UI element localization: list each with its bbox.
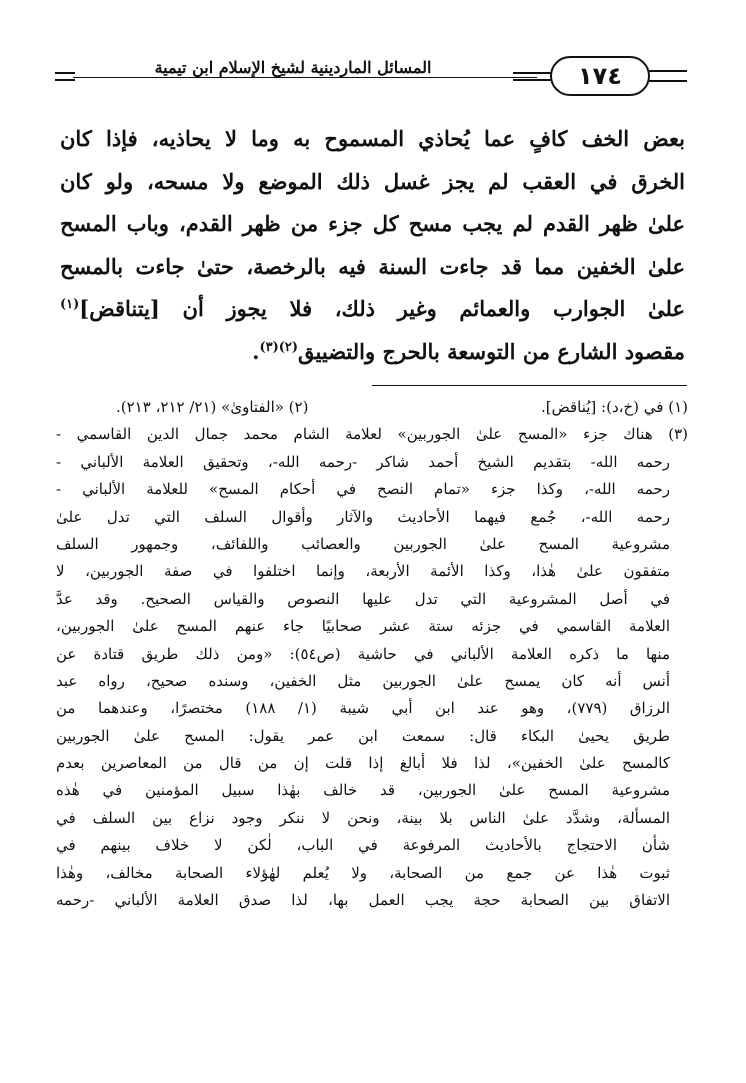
text-line: علىٰ ظهر القدم لم يجب مسح كل جزء من ظهر القدم، وباب المسح [60, 211, 685, 236]
main-text [60, 118, 685, 373]
footnote-3-line: أنس أنه كان يمسح علىٰ الجوربين مثل الخفين، وسنده صحيح، رواه عبد [56, 671, 670, 690]
footnote-ref-2-3: (٢)(٣) [259, 339, 299, 355]
footnote-row [56, 394, 688, 421]
footnote-3-line: الرزاق (٧٧٩)، وهو عند ابن أبي شيبة (١/ ١٨٨) مختصرًا، وعندهما من [56, 699, 670, 718]
text-line: علىٰ الخفين مما قد جاءت السنة فيه بالرخصة، حتىٰ جاءت بالمسح [60, 253, 685, 279]
page-number-badge [550, 56, 650, 96]
text-line-end: . [252, 338, 260, 364]
footnote-3-line: الاتفاق بين الصحابة حجة يجب العمل بها، لذا صدق العلامة الألباني -رحمه [56, 891, 670, 910]
footnote-3-line: رحمه الله-، وكذا جزء «تمام النصح في أحكام المسح» للعلامة الألباني - [56, 480, 670, 499]
footnotes [56, 394, 688, 914]
footnote-3-line: شأن الاحتجاج بالأحاديث المرفوعة في الباب، لٰكن لا خلاف بينهم في [56, 836, 670, 855]
footnote-3-line: مشروعية المسح علىٰ الجوربين والعصائب واللفائف، وجمهور السلف [56, 534, 670, 553]
text-line-with-ref [60, 331, 685, 374]
footnote-3-line: متفقون علىٰ هٰذا، وكذا الأئمة الأربعة، وإنما اختلفوا في صفة الجوربين، لا [56, 562, 670, 581]
footnote-3-line: رحمه الله-، جُمع فيهما الأحاديث والآثار وأقوال السلف التي تدل علىٰ [56, 507, 670, 526]
footnote-ref-1: (١) [60, 297, 80, 312]
footnote-2: (٢) «الفتاوىٰ» (٢١/ ٢١٢، ٢١٣). [116, 398, 309, 416]
footnote-3-line: كالمسح علىٰ الخفين»، لذا فلا أبالغ إذا قلت إن من قال من المعاصرين بعدم [56, 754, 670, 773]
footnote-3-line: (٣) هناك جزء «المسح علىٰ الجوربين» لعلامة الشام محمد جمال الدين القاسمي - [56, 425, 688, 444]
text-line: بعض الخف كافٍ عما يُحاذي المسموح به وما لا يحاذيه، فإذا كان [60, 126, 685, 151]
page-header [55, 52, 687, 102]
footnote-3-line: طريق يحيىٰ البكاء قال: سمعت ابن عمر يقول: المسح علىٰ الجوربين [56, 726, 670, 745]
header-double-rule-middle [513, 72, 551, 81]
header-double-rule-left [55, 72, 75, 81]
header-rule [73, 77, 537, 78]
footnote-3-line: رحمه الله- بتقديم الشيخ أحمد شاكر -رحمه الله-، وتحقيق العلامة الألباني - [56, 452, 670, 471]
text-line-content: علىٰ الجوارب والعمائم وغير ذلك، فلا يجوز أن [يتناقض] [79, 296, 685, 321]
text-line: الخرق في العقب لم يجز غسل ذلك الموضع ولا مسحه، ولو كان [60, 168, 685, 194]
footnote-1: (١) في (خ،د): [يُناقض]. [540, 398, 688, 416]
footnote-separator [372, 385, 687, 386]
footnote-3-line: ثبوت هٰذا عن جمع من الصحابة، ولا يُعلم لهٰؤلاء الصحابة مخالف، وهٰذا [56, 863, 670, 882]
footnote-3-line: العلامة القاسمي في جزئه ستة عشر صحابيًا جاء عنهم المسح علىٰ الجوربين، [56, 617, 670, 636]
footnote-3-line: مشروعية المسح علىٰ الجوربين، قد خالف بهٰذا سبيل المؤمنين في هٰذه [56, 781, 670, 800]
running-title: المسائل الماردينية لشيخ الإسلام ابن تيمية [75, 58, 511, 77]
page-number: ١٧٤ [578, 62, 622, 90]
footnote-3-line: منها ما ذكره العلامة الألباني في حاشية (ص٥٤): «ومن ذلك طريق قتادة عن [56, 644, 670, 663]
text-line-with-ref [60, 288, 685, 331]
footnote-3-line: في أصل المشروعية التي تدل عليها النصوص والقياس الصحيح. وقد عدَّ [56, 589, 670, 608]
footnote-3-line: المسألة، وشدَّد علىٰ الناس بلا بينة، ونحن لا ننكر وجود نزاع بين السلف في [56, 808, 670, 827]
text-line-content: مقصود الشارع من التوسعة بالحرج والتضييق [298, 338, 685, 364]
header-double-rule-right [649, 70, 687, 82]
